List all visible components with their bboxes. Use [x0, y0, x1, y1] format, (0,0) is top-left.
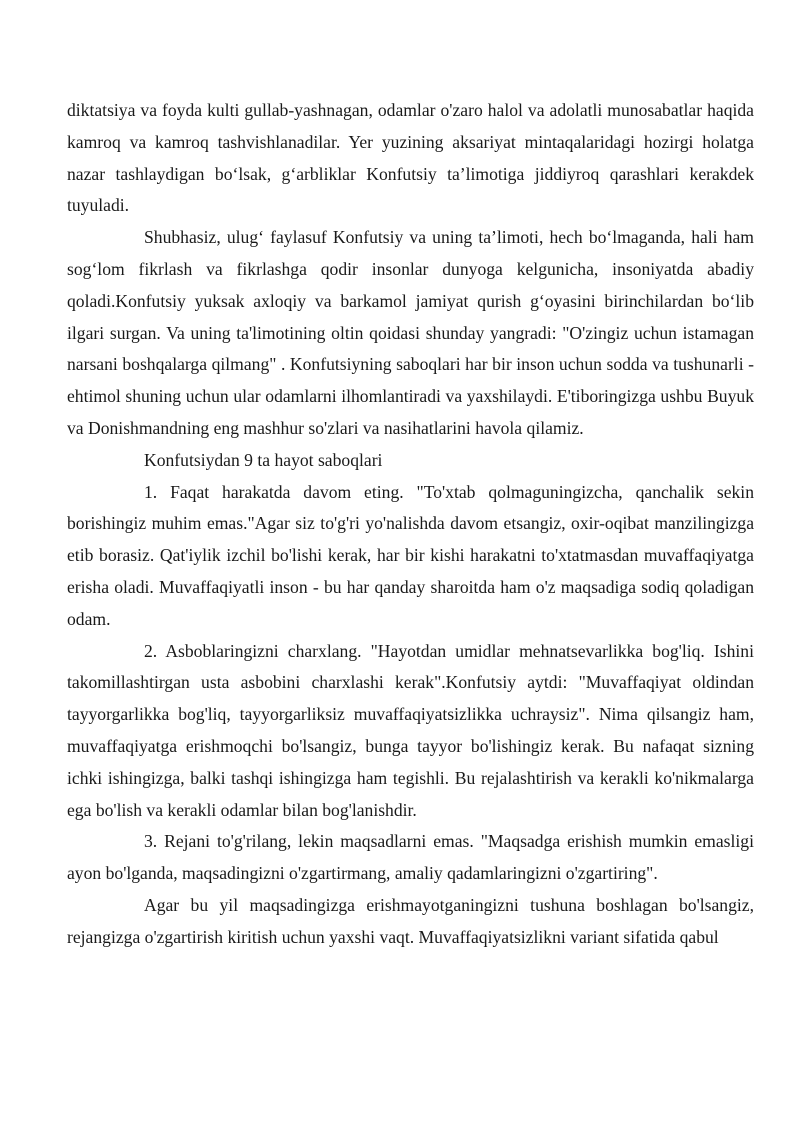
paragraph-lesson-2: 2. Asboblaringizni charxlang. "Hayotdan umidlar mehnatsevarlikka bog'liq. Ishini takomillashtirgan usta asbobini charxlashi kerak".Konfutsiy aytdi: "Muvaffaqiyat oldindan tayyorgarlikka bog'liq, tayyorgarliksiz muvaffaqiyatsizlikka uchraysiz". Nima qilsangiz ham, muvaffaqiyatga erishmoqchi bo'lsangiz, bunga tayyor bo'lishingiz kerak. Bu nafaqat sizning ichki ishingizga, balki tashqi ishingizga ham tegishli. Bu rejalashtirish va kerakli ko'nikmalarga ega bo'lish va kerakli odamlar bilan bog'lanishdir.: [67, 640, 754, 820]
document-page: [67, 95, 754, 954]
paragraph-continuation: diktatsiya va foyda kulti gullab-yashnagan, odamlar o'zaro halol va adolatli munosabatlar haqida kamroq va kamroq tashvishlanadilar. Yer yuzining aksariyat mintaqalaridagi hozirgi holatga nazar tashlaydigan bo‘lsak, g‘arbliklar Konfutsiy ta’limotiga jiddiyroq qarashlari kerakdek tuyuladi.: [67, 100, 754, 216]
paragraph-lesson-3-continued: Agar bu yil maqsadingizga erishmayotganingizni tushuna boshlagan bo'lsangiz, rejangizga o'zgartirish kiritish uchun yaxshi vaqt. Muvaffaqiyatsizlikni variant sifatida qabul: [67, 894, 754, 947]
paragraph-confucius-legacy: Shubhasiz, ulugʻ faylasuf Konfutsiy va uning ta’limoti, hech bo‘lmaganda, hali ham sog‘lom fikrlash va fikrlashga qodir insonlar dunyoga kelgunicha, insoniyatda abadiy qoladi.Konfutsiy yuksak axloqiy va barkamol jamiyat qurish g‘oyasini birinchilardan bo‘lib ilgari surgan. Va uning ta'limotining oltin qoidasi shunday yangradi: "O'zingiz uchun istamagan narsani boshqalarga qilmang" . Konfutsiyning saboqlari har bir inson uchun sodda va tushunarli - ehtimol shuning uchun ular odamlarni ilhomlantiradi va yaxshilaydi. E'tiboringizga ushbu Buyuk va Donishmandning eng mashhur so'zlari va nasihatlarini havola qilamiz.: [67, 227, 754, 438]
paragraph-lesson-1: 1. Faqat harakatda davom eting. "To'xtab qolmaguningizcha, qanchalik sekin borishingiz muhim emas."Agar siz to'g'ri yo'nalishda davom etsangiz, oxir-oqibat manzilingizga etib borasiz. Qat'iylik izchil bo'lishi kerak, har bir kishi harakatni to'xtatmasdan muvaffaqiyatga erisha oladi. Muvaffaqiyatli inson - bu har qanday sharoitda ham o'z maqsadiga sodiq qoladigan odam.: [67, 481, 754, 629]
paragraph-lesson-3: 3. Rejani to'g'rilang, lekin maqsadlarni emas. "Maqsadga erishish mumkin emasligi ayon bo'lganda, maqsadingizni o'zgartirmang, amaliy qadamlaringizni o'zgartiring".: [67, 831, 754, 884]
section-heading-life-lessons: Konfutsiydan 9 ta hayot saboqlari: [144, 449, 383, 470]
